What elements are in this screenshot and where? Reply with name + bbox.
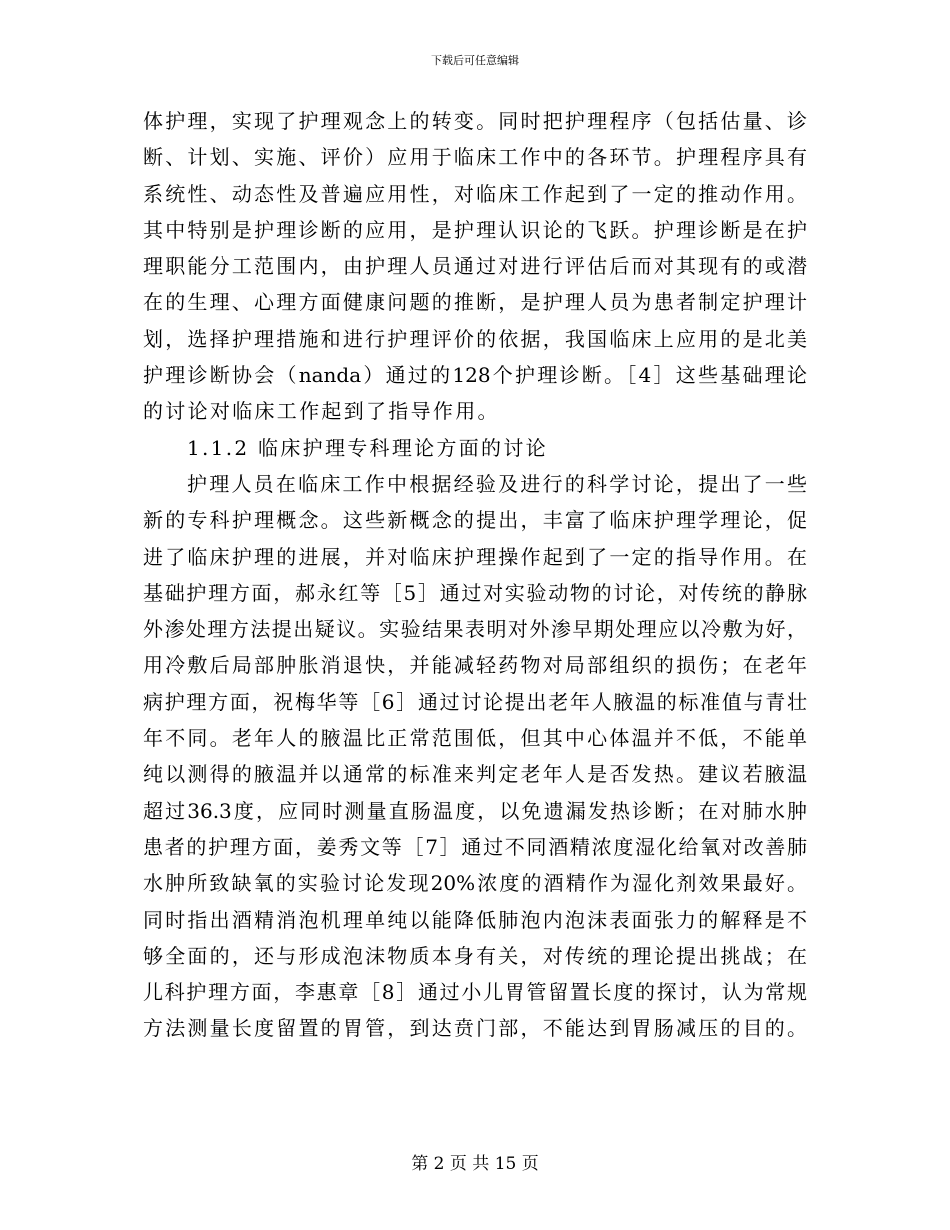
page-header: 下载后可任意编辑 bbox=[431, 54, 519, 67]
body-line: 够全面的，还与形成泡沫物质本身有关，对传统的理论提出挑战；在 bbox=[143, 943, 807, 968]
body-line: 的讨论对临床工作起到了指导作用。 bbox=[143, 399, 500, 424]
body-line: 基础护理方面，郝永红等［5］通过对实验动物的讨论，对传统的静脉 bbox=[143, 580, 807, 605]
page-number-footer: 第 2 页 共 15 页 bbox=[411, 1154, 539, 1174]
body-line: 体护理，实现了护理观念上的转变。同时把护理程序（包括估量、诊 bbox=[143, 109, 807, 133]
body-line: 用冷敷后局部肿胀消退快，并能减轻药物对局部组织的损伤；在老年 bbox=[143, 653, 807, 678]
body-line: 理职能分工范围内，由护理人员通过对进行评估后而对其现有的或潜 bbox=[143, 254, 807, 279]
paragraph-first-line: 护理人员在临床工作中根据经验及进行的科学讨论，提出了一些 bbox=[187, 471, 807, 496]
document-body bbox=[143, 103, 807, 1047]
body-line: 患者的护理方面，姜秀文等［7］通过不同酒精浓度湿化给氧对改善肺 bbox=[143, 834, 807, 859]
body-line: 同时指出酒精消泡机理单纯以能降低肺泡内泡沫表面张力的解释是不 bbox=[143, 907, 807, 932]
section-heading: 1.1.2 临床护理专科理论方面的讨论 bbox=[187, 435, 548, 460]
body-line: 断、计划、实施、评价）应用于临床工作中的各环节。护理程序具有 bbox=[143, 145, 807, 170]
body-line: 其中特别是护理诊断的应用，是护理认识论的飞跃。护理诊断是在护 bbox=[143, 217, 807, 242]
body-line: 方法测量长度留置的胃管，到达贲门部，不能达到胃肠减压的目的。 bbox=[143, 1016, 807, 1041]
body-line: 进了临床护理的进展，并对临床护理操作起到了一定的指导作用。在 bbox=[143, 544, 807, 569]
body-line: 病护理方面，祝梅华等［6］通过讨论提出老年人腋温的标准值与青壮 bbox=[143, 689, 807, 714]
body-line: 纯以测得的腋温并以通常的标准来判定老年人是否发热。建议若腋温 bbox=[143, 762, 807, 787]
body-line: 水肿所致缺氧的实验讨论发现20%浓度的酒精作为湿化剂效果最好。 bbox=[143, 871, 807, 896]
body-line: 新的专科护理概念。这些新概念的提出，丰富了临床护理学理论，促 bbox=[143, 508, 807, 533]
body-line: 外渗处理方法提出疑议。实验结果表明对外渗早期处理应以冷敷为好， bbox=[143, 617, 807, 642]
body-line: 划，选择护理措施和进行护理评价的依据，我国临床上应用的是北美 bbox=[143, 326, 807, 351]
body-line: 在的生理、心理方面健康问题的推断，是护理人员为患者制定护理计 bbox=[143, 290, 807, 315]
body-line: 年不同。老年人的腋温比正常范围低，但其中心体温并不低，不能单 bbox=[143, 726, 807, 751]
body-line: 系统性、动态性及普遍应用性，对临床工作起到了一定的推动作用。 bbox=[143, 181, 807, 206]
body-line: 护理诊断协会（nanda）通过的128个护理诊断。［4］这些基础理论 bbox=[143, 363, 807, 388]
body-line: 超过36.3度，应同时测量直肠温度，以免遗漏发热诊断；在对肺水肿 bbox=[143, 798, 807, 823]
body-line: 儿科护理方面，李惠章［8］通过小儿胃管留置长度的探讨，认为常规 bbox=[143, 980, 807, 1005]
